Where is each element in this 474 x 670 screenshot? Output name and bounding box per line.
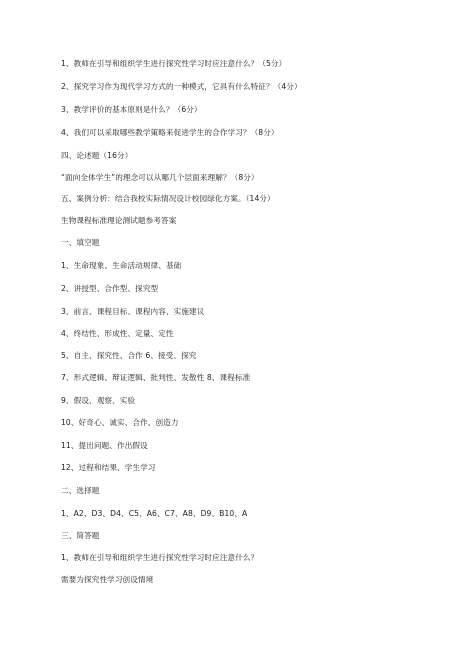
question-line: 3、教学评价的基本原则是什么？（6分）: [61, 105, 202, 114]
answer-line: 10、好奇心、诚实、合作、创造力: [61, 418, 179, 427]
question-line: 1、教师在引导和组织学生进行探究性学习时应注意什么？（5分）: [61, 59, 287, 68]
section-heading: 一、填空题: [61, 238, 100, 247]
answer-line: 1、教师在引导和组织学生进行探究性学习时应注意什么？: [61, 553, 259, 562]
answer-line: 4、终结性、形成性、定量、定性: [61, 329, 174, 338]
section-heading: 四、论述题（16分）: [61, 151, 133, 160]
section-heading: 二、选择题: [61, 486, 100, 495]
answer-line: 7、形式逻辑、辩证逻辑、批判性、发散性 8、课程标准: [61, 373, 251, 382]
section-heading: 三、简答题: [61, 531, 100, 540]
answer-line: 11、提出问题、作出假设: [61, 441, 148, 450]
answer-title: 生物课程标准理论测试题参考答案: [61, 216, 177, 225]
question-line: 4、我们可以采取哪些教学策略来促进学生的合作学习？（8分）: [61, 128, 279, 137]
answer-line: 3、前言、课程目标、课程内容、实施建议: [61, 307, 205, 316]
answer-line: 需要为探究性学习创设情境: [61, 575, 154, 584]
question-line: 2、探究学习作为现代学习方式的一种模式，它具有什么特征？（4分）: [61, 82, 302, 91]
answer-line: 5、自主、探究性、合作 6、接受、探究: [61, 351, 197, 360]
answer-line: 1、生命现象、生命活动规律、基础: [61, 261, 182, 270]
answer-line: 1、A2、D3、D4、C5、A6、C7、A8、D9、B10、A: [61, 509, 248, 518]
answer-line: 9、假设、观察、实验: [61, 396, 136, 405]
answer-line: 2、讲授型、合作型、探究型: [61, 284, 159, 293]
answer-line: 12、过程和结果、学生学习: [61, 463, 156, 472]
question-line: “面向全体学生”的理念可以从哪几个层面来理解？（8分）: [61, 173, 259, 182]
section-heading: 五、案例分析：结合我校实际情况设计校园绿化方案。（14分）: [61, 194, 275, 203]
